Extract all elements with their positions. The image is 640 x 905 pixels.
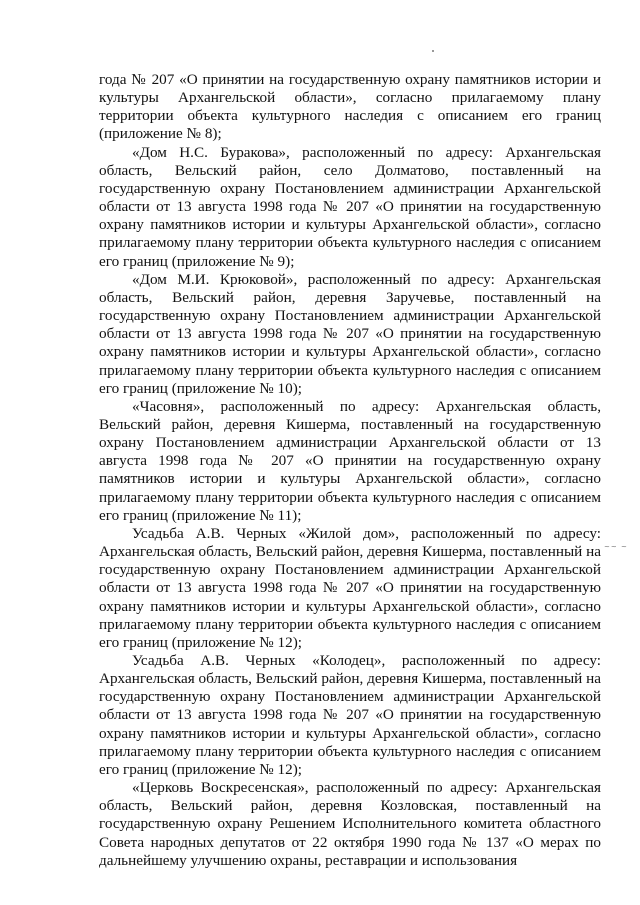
paragraph-continuation: года № 207 «О принятии на государственную охрану памятников истории и культуры Архангельской области», согласно прилагаемому плану территории объекта культурного наследия с описанием его границ (приложение № 8); <box>99 71 601 143</box>
paragraph-usadba-zhiloy-dom: Усадьба А.В. Черных «Жилой дом», расположенный по адресу: Архангельская область, Вельский район, деревня Кишерма, поставленный на государственную охрану Постановлением администрации Архангельской области от 13 августа 1998 года № 207 «О принятии на государственную охрану памятников истории и культуры Архангельской области», согласно прилагаемому плану территории объекта культурного наследия с описанием его границ (приложение № 12); <box>99 524 601 651</box>
document-body <box>99 71 601 870</box>
paragraph-dom-kryukovoy: «Дом М.И. Крюковой», расположенный по адресу: Архангельская область, Вельский район, деревня Заручевье, поставленный на государственную охрану Постановлением администрации Архангельской области от 13 августа 1998 года № 207 «О принятии на государственную охрану памятников истории и культуры Архангельской области», согласно прилагаемому плану территории объекта культурного наследия с описанием его границ (приложение № 10); <box>99 270 601 397</box>
paragraph-tserkov-voskresenskaya: «Церковь Воскресенская», расположенный по адресу: Архангельская область, Вельский район, деревня Козловская, поставленный на государственную охрану Решением Исполнительного комитета областного Совета народных депутатов от 22 октября 1990 года № 137 «О мерах по дальнейшему улучшению охраны, реставрации и использования <box>99 779 601 869</box>
paragraph-chasovnya: «Часовня», расположенный по адресу: Архангельская область, Вельский район, деревня Кишерма, поставленный на государственную охрану Постановлением администрации Архангельской области от 13 августа 1998 года № 207 «О принятии на государственную охрану памятников истории и культуры Архангельской области», согласно прилагаемому плану территории объекта культурного наследия с описанием его границ (приложение № 11); <box>99 397 601 524</box>
paragraph-dom-burakova: «Дом Н.С. Буракова», расположенный по адресу: Архангельская область, Вельский район, село Долматово, поставленный на государственную охрану Постановлением администрации Архангельской области от 13 августа 1998 года № 207 «О принятии на государственную охрану памятников истории и культуры Архангельской области», согласно прилагаемому плану территории объекта культурного наследия с описанием его границ (приложение № 9); <box>99 143 601 270</box>
paragraph-usadba-kolodets: Усадьба А.В. Черных «Колодец», расположенный по адресу: Архангельская область, Вельский район, деревня Кишерма, поставленный на государственную охрану Постановлением администрации Архангельской области от 13 августа 1998 года № 207 «О принятии на государственную охрану памятников истории и культуры Архангельской области», согласно прилагаемому плану территории объекта культурного наследия с описанием его границ (приложение № 12); <box>99 652 601 778</box>
margin-scan-mark: ~~ ~ <box>604 543 628 551</box>
scan-speck <box>432 50 434 52</box>
